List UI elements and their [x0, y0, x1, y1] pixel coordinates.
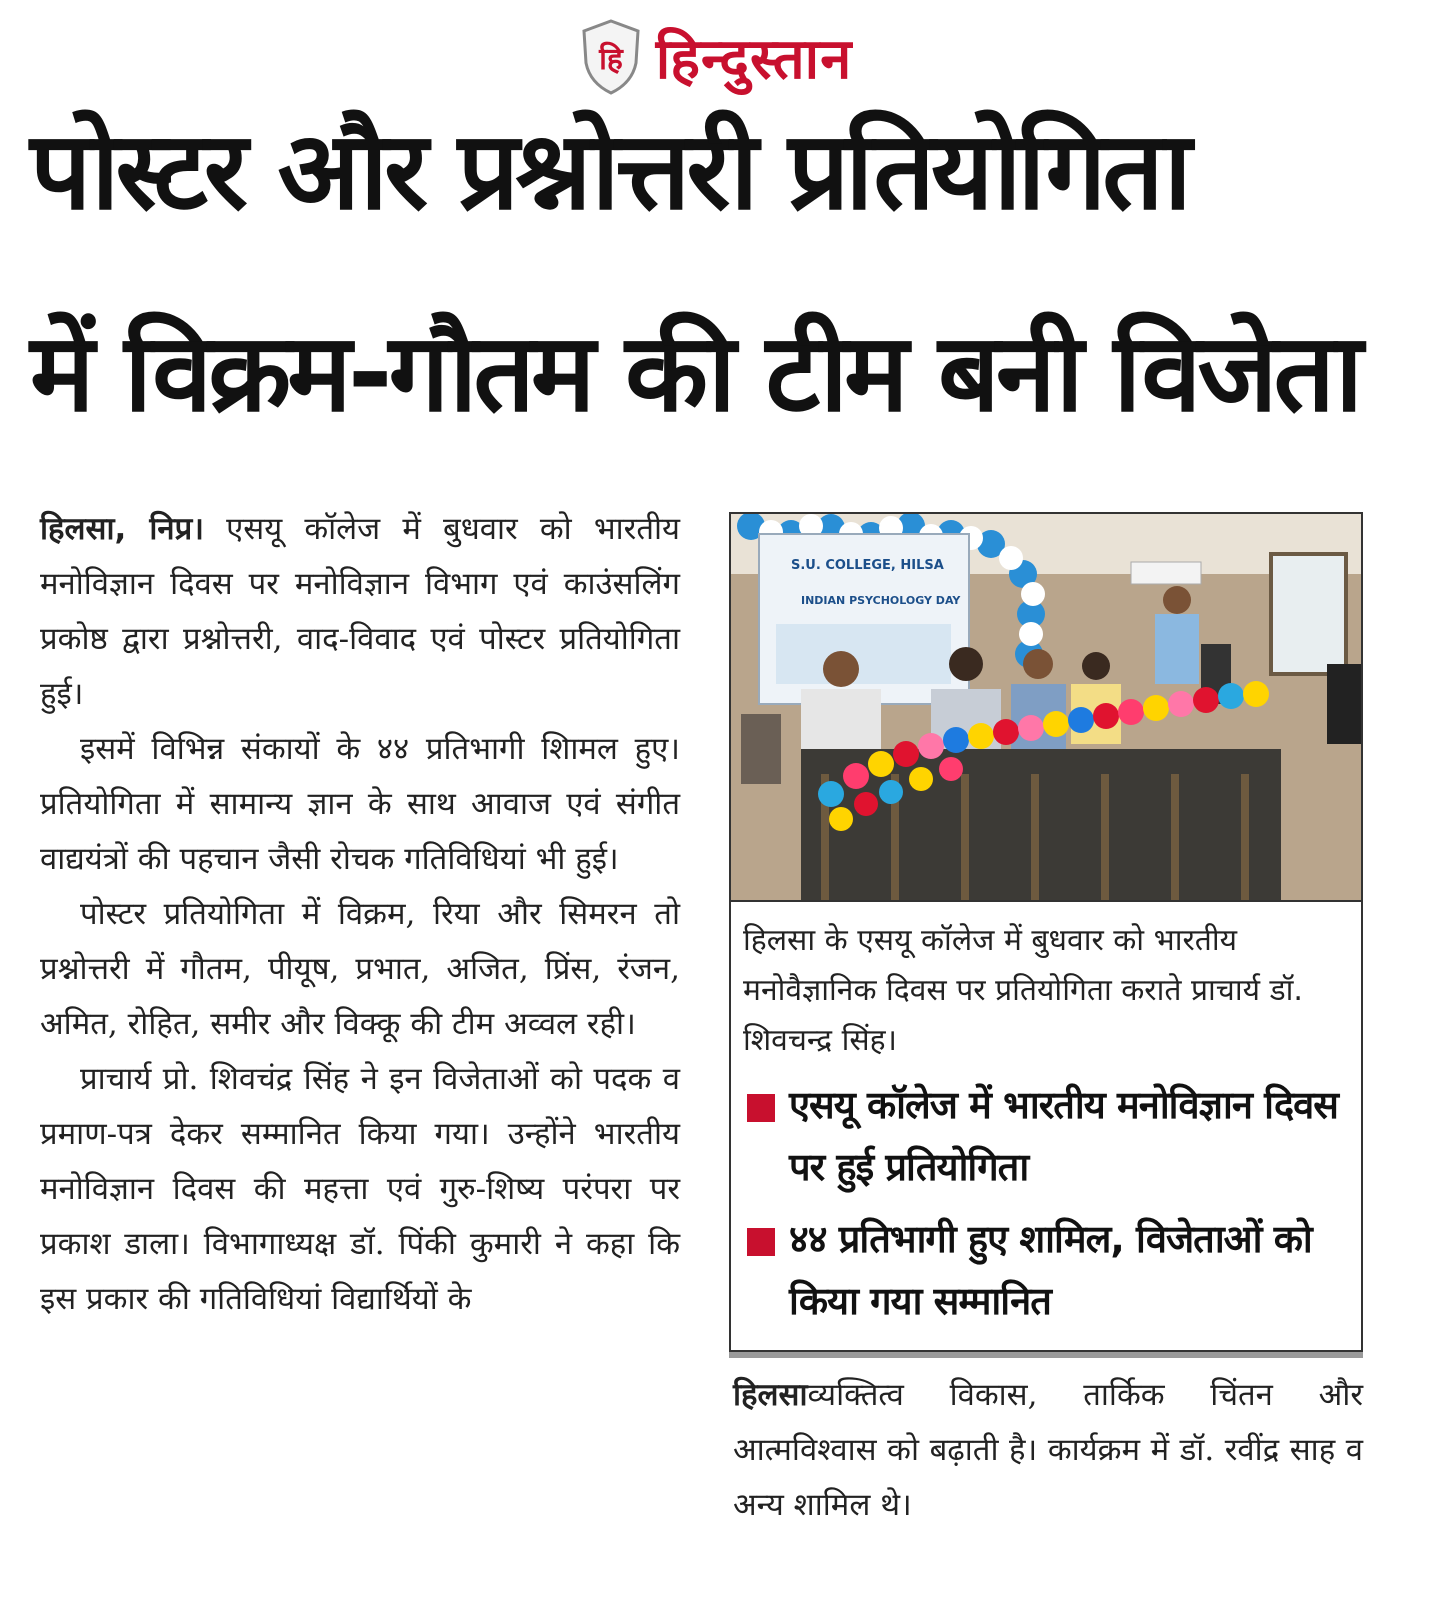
headline-line-1: पोस्टर और प्रश्नोत्तरी प्रतियोगिता [30, 109, 1188, 234]
dateline: हिलसा, निप्र। [40, 511, 204, 547]
article-paragraph-3: पोस्टर प्रतियोगिता में विक्रम, रिया और सिमरन तो प्रश्नोत्तरी में गौतम, पीयूष, प्रभात, अजित, प्रिंस, रंजन, अमित, रोहित, समीर और विक्कू की टीम अव्वल रही। [40, 896, 680, 1042]
highlight-item [747, 1208, 1347, 1332]
article-body [40, 502, 680, 1327]
article-paragraph-1 [40, 502, 680, 722]
paragraph-text: एसयू कॉलेज में बुधवार को भारतीय मनोविज्ञान दिवस पर मनोविज्ञान विभाग एवं काउंसलिंग प्रकोष्ठ द्वारा प्रश्नोत्तरी, वाद-विवाद एवं पोस्टर प्रतियोगिता हुई। [40, 511, 680, 712]
shield-logo-icon [580, 19, 642, 95]
divider [729, 1352, 1363, 1358]
svg-text:हि: हि [598, 42, 623, 77]
continuation-dateline: हिलसा [733, 1377, 808, 1413]
red-square-bullet-icon [747, 1094, 775, 1122]
highlights [747, 1074, 1347, 1342]
event-photo [731, 514, 1361, 902]
article-paragraph-2: इसमें विभिन्न संकायों के ४४ प्रतिभागी शिामल हुए। प्रतियोगिता में सामान्य ज्ञान के साथ आवाज एवं संगीत वाद्ययंत्रों की पहचान जैसी रोचक गतिविधियां भी हुई। [40, 731, 680, 877]
highlight-text: एसयू कॉलेज में भारतीय मनोविज्ञान दिवस पर हुई प्रतियोगिता [789, 1083, 1338, 1189]
red-square-bullet-icon [747, 1228, 775, 1256]
newspaper-name: हिन्दुस्तान [655, 27, 853, 92]
banner-college-name: S.U. COLLEGE, HILSA [791, 558, 944, 573]
photo-box [729, 512, 1363, 1352]
highlight-text: ४४ प्रतिभागी हुए शामिल, विजेताओं को किया गया सम्मानित [789, 1217, 1312, 1323]
masthead [0, 14, 1432, 100]
banner-event-name: INDIAN PSYCHOLOGY DAY [801, 594, 961, 607]
highlight-item [747, 1074, 1347, 1198]
continuation-text: व्यक्तित्व विकास, तार्किक चिंतन और आत्मविश्वास को बढ़ाती है। कार्यक्रम में डॉ. रवींद्र साह व अन्य शामिल थे। [733, 1377, 1363, 1523]
article-continuation [733, 1368, 1363, 1533]
event-photo-illustration [731, 514, 1361, 900]
photo-caption: हिलसा के एसयू कॉलेज में बुधवार को भारतीय मनोवैज्ञानिक दिवस पर प्रतियोगिता कराते प्राचार्य डॉ. शिवचन्द्र सिंह। [743, 923, 1303, 1058]
article-paragraph-4: प्राचार्य प्रो. शिवचंद्र सिंह ने इन विजेताओं को पदक व प्रमाण-पत्र देकर सम्मानित किया गया। उन्होंने भारतीय मनोविज्ञान दिवस की महत्ता एवं गुरु-शिष्य परंपरा पर प्रकाश डाला। विभागाध्यक्ष डॉ. पिंकी कुमारी ने कहा कि इस प्रकार की गतिविधियां विद्यार्थियों के [40, 1061, 680, 1317]
headline [30, 110, 1410, 436]
continuation-paragraph [733, 1368, 1363, 1533]
headline-line-2: में विक्रम-गौतम की टीम बनी विजेता [30, 311, 1360, 436]
